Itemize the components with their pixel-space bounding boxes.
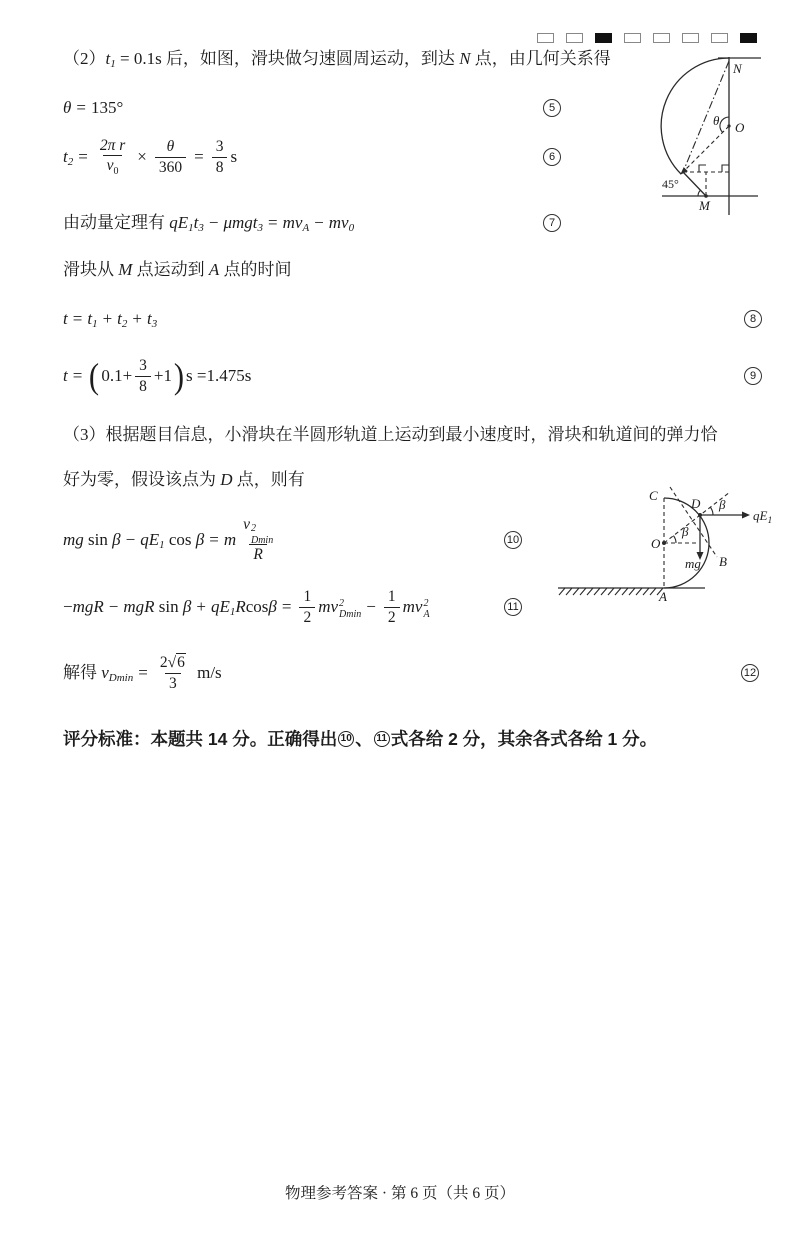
label-qE1: $qE_1$ [753, 508, 773, 526]
math-token: mgR [72, 596, 104, 616]
fraction [135, 356, 151, 396]
math-token: = [72, 308, 83, 328]
math-token: mgR [123, 596, 159, 616]
sup-sub: 2 Dmin [339, 597, 362, 620]
theta-angle-arc [720, 117, 729, 132]
math-token: = [194, 146, 204, 166]
beta-angle-arc-at-D [710, 507, 713, 515]
math-token: − [63, 596, 73, 616]
math-token: − [314, 212, 324, 232]
math-token: = [78, 146, 88, 166]
math-token: s =1.475s [186, 365, 252, 385]
math-token: sin [158, 596, 183, 616]
math-token: qE [140, 529, 160, 549]
fraction [155, 137, 186, 177]
equation-8 [63, 308, 772, 330]
fraction [239, 515, 277, 564]
math-token: v 2 Dmin [243, 516, 274, 546]
sup-sub: 2 A [423, 597, 430, 620]
subscript: 3 [151, 317, 158, 330]
label-D: D [691, 496, 701, 511]
fraction [384, 587, 400, 627]
math-token: 3 [215, 138, 224, 156]
equation-12 [63, 648, 772, 698]
math-token: μmgt [223, 212, 258, 232]
math-token: M [118, 259, 133, 279]
calibration-mark [682, 33, 699, 43]
math-token: t [193, 212, 199, 232]
math-token: 2 [384, 607, 400, 627]
math-token: = [138, 662, 148, 682]
chord-N-to-P [683, 61, 729, 172]
math-token: β [268, 596, 277, 616]
math-token: +1 [153, 365, 173, 385]
label-beta-at-D: β [719, 497, 726, 512]
math-token: 2√6 [159, 654, 185, 672]
math-token: mv [282, 212, 303, 232]
subscript: 1 [159, 538, 165, 551]
math-token: 由动量定理有 [63, 212, 170, 232]
equation-number-9: 9 [744, 367, 762, 385]
label-N: N [733, 61, 742, 76]
equation-9 [63, 352, 772, 400]
math-token: （3） [63, 424, 106, 444]
inline-circled-11: 11 [374, 731, 390, 747]
math-token: β [195, 529, 205, 549]
subscript: A [302, 221, 310, 234]
math-token: mv [402, 596, 423, 616]
math-token: = [72, 365, 83, 385]
math-token: t [105, 48, 111, 68]
math-token: qE [169, 212, 189, 232]
math-token: = [281, 596, 292, 616]
math-token: t [117, 308, 122, 328]
math-token: − [208, 212, 219, 232]
part3-intro-line1 [63, 424, 772, 446]
math-token: 点，则有 [232, 469, 305, 489]
math-token: N [459, 48, 471, 68]
score-text: 评分标准：本题共 14 分。正确得出 [63, 728, 338, 749]
math-token: t [146, 308, 152, 328]
calibration-mark [566, 33, 583, 43]
calibration-marks [537, 33, 757, 43]
equation-number-10: 10 [504, 531, 522, 549]
math-token: mg [63, 529, 89, 549]
beta-angle-arc-at-O [673, 536, 676, 543]
subscript: 0 [348, 221, 355, 234]
subscript: 1 [92, 317, 98, 330]
equation-number-6: 6 [543, 148, 561, 166]
ground-hatching [559, 588, 663, 595]
footer-text: 物理参考答案 · 第 6 页（共 6 页） [285, 1185, 515, 1202]
subscript: 1 [110, 57, 116, 70]
equation-number-12: 12 [741, 664, 759, 682]
label-theta: θ [713, 113, 720, 128]
fraction [212, 137, 228, 177]
math-token: m [223, 529, 237, 549]
math-token: 1 [303, 588, 312, 606]
math-token: （2） [63, 48, 106, 68]
math-token: 好为零，假设该点为 [63, 469, 221, 489]
qE-arrowhead [742, 512, 750, 519]
point-D-dot [698, 513, 702, 517]
label-O: O [735, 120, 745, 135]
math-token: = 0.1s 后，如图，滑块做匀速圆周运动，到达 [115, 48, 460, 68]
math-token: θ [166, 138, 175, 156]
fraction [299, 587, 315, 627]
math-token: − [366, 596, 376, 616]
equation-number-7: 7 [543, 214, 561, 232]
math-token: m/s [192, 662, 222, 682]
math-token: 8 [212, 157, 228, 177]
45deg-angle-arc [698, 190, 701, 196]
math-token: qE [210, 596, 230, 616]
math-token: θ [63, 97, 72, 117]
subscript: 1 [229, 605, 236, 618]
label-B: B [719, 554, 727, 569]
math-token: + [102, 308, 113, 328]
math-token: = [209, 529, 219, 549]
math-token: − [108, 596, 119, 616]
calibration-mark [653, 33, 670, 43]
subscript: 3 [198, 221, 204, 234]
math-token: sin [88, 529, 113, 549]
score-text: 、 [355, 728, 373, 749]
calibration-mark [624, 33, 641, 43]
calibration-mark-filled [595, 33, 612, 43]
math-token: × [137, 146, 147, 166]
subscript: 2 [121, 317, 128, 330]
equation-number-8: 8 [744, 310, 762, 328]
math-token: cos [245, 596, 269, 616]
math-token: 3 [139, 357, 147, 375]
label-C: C [649, 488, 658, 503]
subscript: 1 [188, 221, 194, 234]
page-footer [0, 1181, 800, 1203]
calibration-mark [537, 33, 554, 43]
math-token: 点，由几何关系得 [470, 48, 611, 68]
math-token: 135° [90, 97, 124, 117]
equation-number-11: 11 [504, 598, 522, 616]
math-token: = [268, 212, 278, 232]
math-token: t [63, 146, 68, 166]
segment-P-to-M [683, 172, 706, 196]
math-token: 8 [135, 376, 151, 396]
math-token: D [220, 469, 233, 489]
label-45deg: 45° [662, 177, 679, 191]
subscript: 2 [67, 155, 74, 168]
fraction [156, 653, 190, 693]
math-token: t [63, 308, 68, 328]
math-token: 2 [299, 607, 315, 627]
math-token: v [101, 662, 109, 682]
sqrt-argument: 6 [177, 654, 185, 672]
label-A: A [659, 589, 667, 604]
math-token: 1 [387, 588, 396, 606]
math-token: 3 [165, 673, 181, 693]
math-token: R [235, 596, 246, 616]
point-O-dot [727, 124, 730, 127]
math-token: β [182, 596, 192, 616]
right-paren: ) [173, 355, 185, 396]
math-token: cos [164, 529, 196, 549]
score-text: 式各给 2 分，其余各式各给 1 分。 [390, 728, 658, 749]
math-token: t [63, 365, 68, 385]
label-mg: mg [685, 556, 701, 571]
label-M: M [699, 198, 710, 213]
right-angle-mark [722, 165, 729, 172]
math-token: β [112, 529, 121, 549]
math-token: R [249, 544, 266, 564]
math-token: + [196, 596, 206, 616]
math-token: − [125, 529, 136, 549]
fraction [96, 136, 129, 179]
math-token: $v_0$ [103, 155, 123, 179]
math-token: 根据题目信息，小滑块在半圆形轨道上运动到最小速度时，滑块和轨道间的弹力恰 [105, 424, 718, 444]
right-angle-mark [699, 165, 706, 172]
math-token: 2π r [99, 136, 126, 154]
label-O: O [651, 536, 661, 551]
math-token: mv [328, 212, 349, 232]
diagram-circular-motion [655, 48, 795, 218]
part2-text-line [63, 259, 772, 281]
calibration-mark-filled [740, 33, 757, 43]
subscript: Dmin [108, 671, 134, 684]
math-token: s [230, 146, 238, 166]
math-token: 点的时间 [219, 259, 292, 279]
diagram-semicircle-track [555, 478, 795, 618]
label-beta-at-O: β [682, 524, 689, 539]
scoring-standard-line [63, 727, 772, 751]
inline-circled-10: 10 [338, 731, 354, 747]
math-token: t [87, 308, 93, 328]
math-token: = [76, 97, 86, 117]
calibration-mark [711, 33, 728, 43]
point-O-dot [662, 541, 666, 545]
subscript: 3 [257, 221, 264, 234]
left-paren: ( [89, 355, 100, 396]
math-token: A [208, 259, 220, 279]
math-token: + [132, 308, 142, 328]
math-token: 360 [155, 157, 186, 177]
math-token: 0.1+ [101, 365, 133, 385]
math-token: mv [318, 596, 339, 616]
math-token: 点运动到 [132, 259, 209, 279]
math-token: 滑块从 [63, 259, 119, 279]
math-token: 解得 [63, 662, 102, 682]
equation-number-5: 5 [543, 99, 561, 117]
